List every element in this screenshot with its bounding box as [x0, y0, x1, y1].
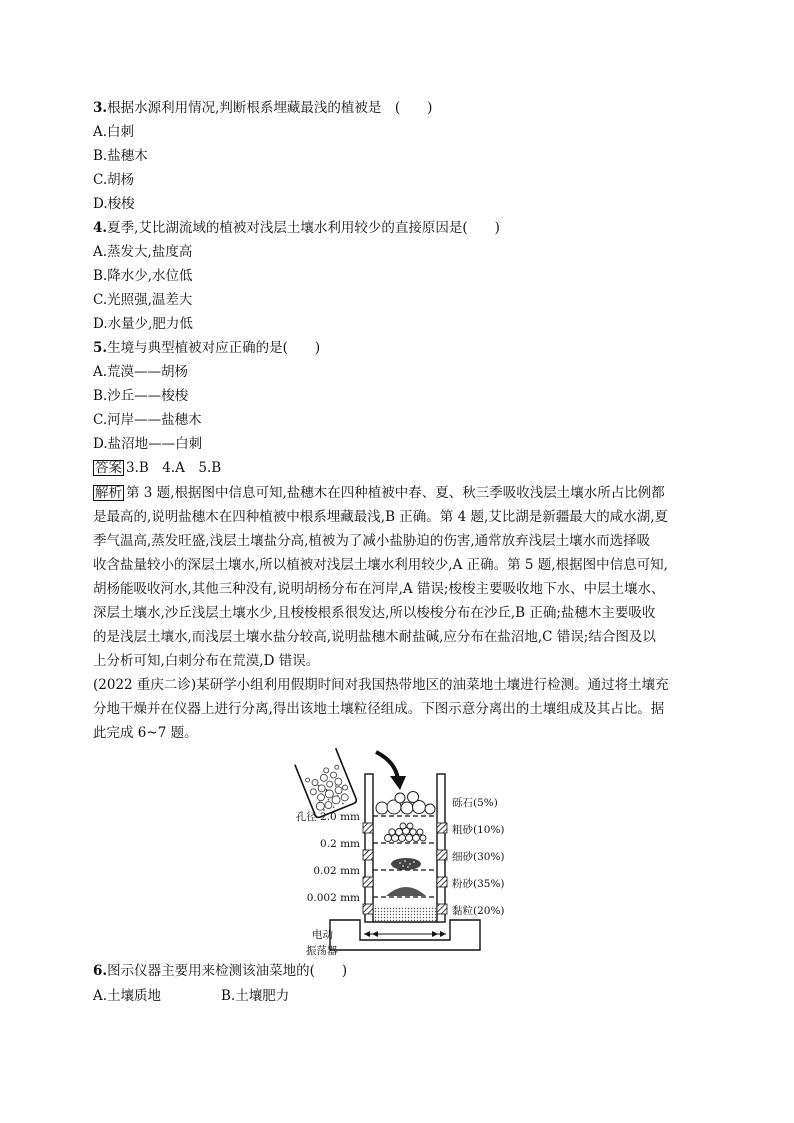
q3-option-a: A.白刺 [93, 124, 135, 140]
clay-layer [374, 906, 436, 921]
q6-stem [93, 963, 347, 979]
coarse-sand-layer [385, 823, 427, 842]
analysis-line-8: 上分析可知,白刺分布在荒漠,D 错误。 [93, 653, 320, 669]
q5-text: 生境与典型植被对应正确的是( ) [107, 340, 321, 356]
q4-option-a: A.蒸发大,盐度高 [93, 244, 193, 260]
layer-label-coarse-sand: 粗砂(10%) [452, 824, 505, 836]
answer-line [93, 460, 221, 476]
pore-label-0.002mm: 0.002 mm [306, 892, 360, 904]
q3-option-d: D.梭梭 [93, 196, 135, 212]
silt-layer [386, 887, 426, 896]
answer-tag: 答案 [95, 460, 122, 476]
q3-option-c: C.胡杨 [93, 172, 135, 188]
intro-line-3: 此完成 6~7 题。 [93, 725, 198, 741]
q4-text: 夏季,艾比湖流域的植被对浅层土壤水利用较少的直接原因是( ) [107, 220, 500, 236]
q6-text: 图示仪器主要用来检测该油菜地的( ) [107, 963, 348, 979]
q4-stem [93, 220, 500, 236]
intro-line-1: (2022 重庆二诊)某研学小组利用假期时间对我国热带地区的油菜地土壤进行检测。通过将土壤充 [93, 677, 669, 693]
shaker-label-1: 电动 [312, 929, 333, 941]
q3-text: 根据水源利用情况,判断根系埋藏最浅的植被是 ( ) [107, 100, 433, 116]
q3-stem [93, 100, 432, 116]
q4-option-d: D.水量少,肥力低 [93, 316, 193, 332]
q3-option-b: B.盐穗木 [93, 148, 148, 164]
layer-label-gravel: 砾石(5%) [452, 797, 498, 809]
fine-sand-layer [391, 858, 421, 870]
shaker-label-2: 振荡器 [306, 945, 338, 957]
q4-number: 4. [93, 220, 108, 236]
analysis-line-1 [93, 485, 665, 501]
q4-option-c: C.光照强,温差大 [93, 292, 193, 308]
analysis-line-6: 深层土壤水,沙丘浅层土壤水少,且梭梭根系很发达,所以梭梭分布在沙丘,B 正确;盐穗木主要吸收 [93, 605, 656, 621]
q5-option-c: C.河岸——盐穗木 [93, 412, 202, 428]
analysis-line-2: 是最高的,说明盐穗木在四种植被中根系埋藏最浅,B 正确。第 4 题,艾比湖是新疆最大的咸水湖,夏 [93, 509, 669, 525]
gravel-layer [376, 792, 435, 815]
analysis-line-3: 季气温高,蒸发旺盛,浅层土壤盐分高,植被为了减小盐胁迫的伤害,通常放弃浅层土壤水而选择吸 [93, 533, 651, 549]
electric-shaker [330, 920, 480, 950]
q6-number: 6. [93, 963, 108, 979]
q6-option-b: B.土壤肥力 [221, 988, 290, 1004]
q5-option-a: A.荒漠——胡杨 [93, 364, 189, 380]
analysis-tag: 解析 [95, 485, 122, 501]
intro-line-2: 分地干燥并在仪器上进行分离,得出该地土壤粒径组成。下图示意分离出的土壤组成及其占比。据 [93, 701, 665, 717]
soil-sieve-diagram [290, 742, 520, 960]
q6-option-a: A.土壤质地 [93, 988, 162, 1004]
pour-arrow-icon [376, 752, 406, 790]
layer-label-fine-sand: 细砂(30%) [452, 851, 505, 863]
answer-text: 3.B 4.A 5.B [126, 460, 222, 476]
soil-container [295, 748, 358, 818]
analysis-line-4: 收含盐量较小的深层土壤水,所以植被对浅层土壤水利用较少,A 正确。第 5 题,根据图中信息可知, [93, 557, 668, 573]
q5-number: 5. [93, 340, 108, 356]
layer-label-clay: 黏粒(20%) [452, 905, 505, 917]
q5-option-b: B.沙丘——梭梭 [93, 388, 189, 404]
q4-option-b: B.降水少,水位低 [93, 268, 193, 284]
pore-label-0.02mm: 0.02 mm [313, 865, 360, 877]
analysis-line-5: 胡杨能吸收河水,其他三种没有,说明胡杨分布在河岸,A 错误;梭梭主要吸收地下水、中层土壤水、 [93, 581, 665, 597]
q5-stem [93, 340, 320, 356]
analysis-text: 第 3 题,根据图中信息可知,盐穗木在四种植被中春、夏、秋三季吸收浅层土壤水所占比例都 [126, 485, 665, 501]
analysis-line-7: 的是浅层土壤水,而浅层土壤水盐分较高,说明盐穗木耐盐碱,应分布在盐沼地,C 错误;结合图及以 [93, 629, 656, 645]
q5-option-d: D.盐沼地——白刺 [93, 436, 203, 452]
layer-label-silt: 粉砂(35%) [452, 878, 505, 890]
q3-number: 3. [93, 100, 108, 116]
pore-label-2mm: 孔径 2.0 mm [295, 811, 360, 823]
pore-label-0.2mm: 0.2 mm [320, 838, 360, 850]
